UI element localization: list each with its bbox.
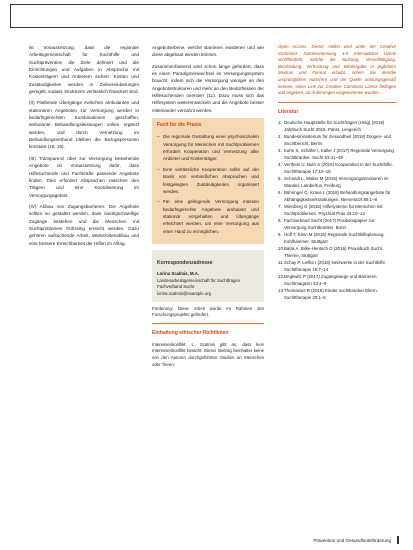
paragraph: ist Voraussetzung, dass die regionale Arbeitsgemeinschaft für Suchthilfe und Suchtprävention die Ziele definiert und die Einrichtungen und Aufgaben in Absprache mit Kostenträgern und Anbietern sichert. Kosten und Zuständigkeiten werden in Zielvereinbarungen geregelt, sodass Strukturen verlässlich finanziert sind. [29, 45, 139, 95]
reference-list [278, 120, 396, 301]
paragraph: (IV) Abbau von Zugangsbarrieren. Die Angebote sollten so gestaltet werden, dass niedrigschwellige Zugänge bestehen und die Menschen mit Suchtproblemen frühzeitig erreicht werden. Dazu gehören aufsuchende Arbeit, Wartezeitenabbau und eine bessere Erreichbarkeit der Hilfen im Alltag. [29, 203, 139, 246]
reference-item: 10. Batra A, Bilke-Hentsch O (2016) Praxisbuch Sucht. Thieme, Stuttgart [278, 246, 384, 258]
divider [152, 323, 264, 324]
correspondence-name: Lorina Scalmis, M.A. [157, 271, 200, 277]
reference-item: 13. Thomasius R (2019) Kinder suchtkranker Eltern. Suchttherapie 20:1–6 [278, 288, 378, 300]
reference-item: 9. Hoff T, Klein M (2015) Regionale Suchthilfeplanung. Kohlhammer, Stuttgart [278, 232, 385, 244]
reference-item: 12. Degkwitz P (2017) Zugangswege und Barrieren. Suchtmagazin 43:4–9 [278, 274, 378, 286]
ethics-text: Interessenkonflikt. L. Scalmis gibt an, dass kein Interessenkonflikt besteht. Dieser Beitrag beinhaltet keine von den Autoren durchgeführten Studien an Menschen oder Tieren. [152, 341, 264, 367]
reference-item: 1. Deutsche Hauptstelle für Suchtfragen (Hrsg) (2019) Jahrbuch Sucht 2019. Pabst, Lengerich [278, 120, 385, 132]
column-1 [29, 44, 139, 251]
practice-bullet: – Eine verlässliche Kooperation sollte auf der Basis von verbindlichen Absprachen und festgelegten Zuständigkeiten organisiert werden. [157, 166, 259, 195]
ethics-title: Einhaltung ethischer Richtlinien [152, 330, 229, 337]
references-title: Literatur [278, 108, 299, 115]
practice-box-title: Fazit für die Praxis [157, 122, 202, 129]
correspondence-line: Landesarbeitsgemeinschaft für Suchtfragen [157, 277, 241, 283]
running-footer: Prävention und Gesundheitsförderung [313, 538, 391, 543]
paragraph: Zusammenfassend wird schon lange gefordert, dass es einen Paradigmenwechsel im Versorgungssystem braucht, indem sich die Versorgung weniger an den Angebotsstrukturen und mehr an den Bedürfnissen der Hilfesuchenden orientiert (11). Dazu muss sich das Hilfesystem weiterentwickeln und die Angebote besser miteinander verzahnt werden. [152, 63, 264, 113]
correspondence-title: Korrespondenzadresse [157, 259, 213, 266]
reference-item: 2. Bundesministerium für Gesundheit (2018) Drogen- und Suchtbericht. Berlin [278, 134, 391, 146]
divider [278, 102, 396, 103]
column-2 [152, 44, 264, 372]
reference-item: 3. Kuhn S, Schäfer I, Kalke J (2017) Regionale Versorgung Suchtkranker. Sucht 63:41–49 [278, 148, 394, 160]
paragraph: Angebotsebene, welche Barrieren existieren und wie diese abgebaut werden können. [152, 45, 264, 58]
open-access-note: Open Access. Dieser Artikel wird unter der Creative Commons Namensnennung 4.0 International Lizenz veröffentlicht, welche die Nutzung, Vervielfältigung, Bearbeitung, Verbreitung und Wiedergabe in jeglichem Medium und Format erlaubt, sofern Sie den/die ursprünglichen Autor(en) und die Quelle ordnungsgemäß nennen, einen Link zur Creative Commons Lizenz beifügen und angeben, ob Änderungen vorgenommen wurden. [278, 44, 396, 96]
practice-box [152, 118, 264, 244]
reference-item: 7. Wienberg G (2016) Hilfesysteme für Menschen mit Suchtproblemen. Psychiat Prax 43:10–14 [278, 204, 383, 216]
reference-item: 4. Verthein U, Buth S (2016) Kooperation in der Suchthilfe. Suchttherapie 17:12–18 [278, 162, 393, 174]
paragraph: (II) Fließende Übergänge zwischen ambulanten und stationären Angeboten zur Versorgung werden in bedarfsgerechten Kombinationen geschaffen, ambulante Behandlungsleistungen sollen ergänzt werden, und durch Vernetzung im Behandlungsverbund bleiben die Bezugspersonen konstant (18, 19). [29, 100, 139, 150]
footer-bar [397, 536, 399, 544]
correspondence-email[interactable]: lorina.scalmis@example.org [157, 291, 212, 297]
column-3 [278, 44, 396, 302]
practice-bullet: – Die regionale Gestaltung einer psychosozialen Versorgung für Menschen mit Suchtproblemen erfordert Kooperation und Vernetzung aller Anbieter und Kostenträger. [157, 133, 259, 162]
funding-note: Förderung: Diese Arbeit wurde im Rahmen des Forschungsprojekts gefördert. [152, 305, 264, 318]
paragraph: (III) Transparenz über zur Versorgung bestehende Angebote ist Voraussetzung dafür, dass Hilfesuchende und Fachkräfte passende Angebote finden. Dies erfordert Absprachen zwischen den Trägern und eine Koordinierung im Versorgungsgebiet. [29, 155, 139, 198]
correspondence-line: Fachverband Sucht [157, 284, 195, 290]
practice-bullet: – Für eine gelingende Versorgung müssen bedarfsgerechte Angebote ambulant und stationär vorgehalten und Übergänge erleichtert werden, um eine Versorgung aus einer Hand zu ermöglichen. [157, 198, 259, 235]
reference-item: 6. Bühringer G, Kraus L (2018) Behandlungsangebote für Abhängigkeitserkrankungen. Nervenarzt 89:1–8 [278, 190, 391, 202]
header-frame [10, 4, 403, 28]
reference-item: 8. Fachverband Sucht (2017) Positionspapier zur Versorgung Suchtkranker. Bonn [278, 218, 375, 230]
correspondence-box [152, 250, 264, 302]
reference-item: 5. Schmidt L, Walter M (2015) Versorgungsstrukturen im Wandel. Lambertus, Freiburg [278, 176, 389, 188]
reference-item: 11. Schay P, Liefke I (2018) Netzwerke in der Suchthilfe. Suchttherapie 19:7–14 [278, 260, 387, 272]
